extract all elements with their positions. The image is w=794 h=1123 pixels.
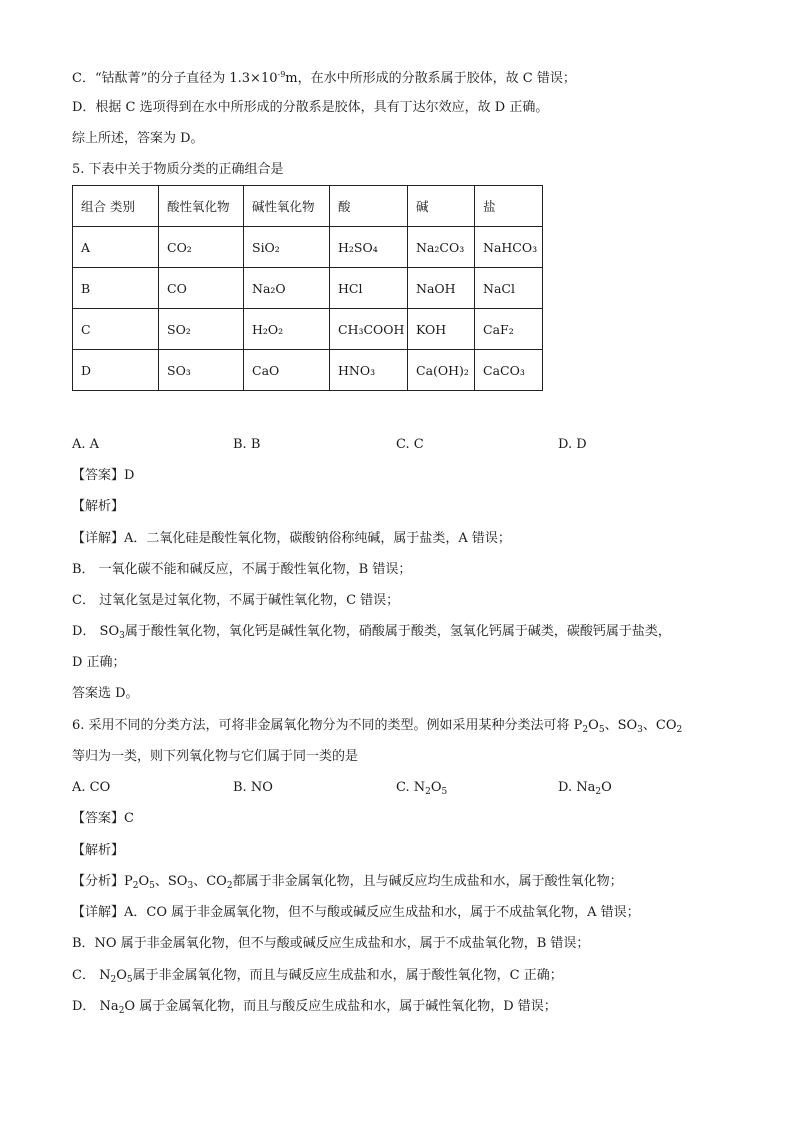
q5-conclusion: 答案选 D。 xyxy=(72,686,139,701)
table-cell: B xyxy=(73,268,159,309)
table-header-cell: 碱 xyxy=(408,186,475,227)
table-row xyxy=(73,227,543,268)
q5-detail-d: D． $SO_3$属于酸性氧化物，氧化钙是碱性氧化物，硝酸属于酸类，氢氧化钙属于碱类，碳酸钙属于盐类， xyxy=(72,624,671,641)
q6-analysis-label: 【解析】 xyxy=(72,843,125,858)
q5-option-b: B. B xyxy=(233,437,261,452)
table-cell: CH₃COOH xyxy=(330,309,408,350)
table-cell: HCl xyxy=(330,268,408,309)
table-header-row xyxy=(73,186,543,227)
table-header-cell: 酸性氧化物 xyxy=(159,186,244,227)
table-cell: C xyxy=(73,309,159,350)
q6-option-d: D. $Na_2O$ xyxy=(558,780,612,797)
table-cell: NaCl xyxy=(475,268,543,309)
q5-detail-a: 【详解】A．二氧化硅是酸性氧化物，碳酸钠俗称纯碱，属于盐类，A 错误； xyxy=(72,531,511,546)
q6-stem-line1: 6. 采用不同的分类方法，可将非金属氧化物分为不同的类型。例如采用某种分类法可将 $P_2O_5$、$SO_3$、$CO_2$ xyxy=(72,718,683,735)
explanation-d: D．根据 C 选项得到在水中所形成的分散系是胶体，具有丁达尔效应，故 D 正确。 xyxy=(72,100,549,115)
q6-detail-c: C． $N_2O_5$属于非金属氧化物，而且与碱反应生成盐和水，属于酸性氧化物，C 正确； xyxy=(72,968,563,985)
table-cell: CaCO₃ xyxy=(475,350,543,391)
table-cell: Na₂O xyxy=(244,268,330,309)
table-cell: CaF₂ xyxy=(475,309,543,350)
q6-option-b: B. NO xyxy=(233,780,273,795)
q6-option-a: A. CO xyxy=(72,780,111,795)
q6-stem-line2: 等归为一类，则下列氧化物与它们属于同一类的是 xyxy=(72,749,359,764)
q5-detail-b: B． 一氧化碳不能和碱反应，不属于酸性氧化物，B 错误； xyxy=(72,562,412,577)
q5-option-d: D. D xyxy=(558,437,587,452)
q5-detail-d-cont: D 正确； xyxy=(72,655,126,670)
table-cell: NaOH xyxy=(408,268,475,309)
table-cell: H₂SO₄ xyxy=(330,227,408,268)
table-cell: CO xyxy=(159,268,244,309)
table-cell: D xyxy=(73,350,159,391)
explanation-c: C．“钴酞菁”的分子直径为 $1.3\times 10^{-9}m$，在水中所形成的分散系属于胶体，故 C 错误； xyxy=(72,70,576,86)
table-cell: NaHCO₃ xyxy=(475,227,543,268)
q5-detail-c: C． 过氧化氢是过氧化物，不属于碱性氧化物，C 错误； xyxy=(72,593,400,608)
table-header-cell: 碱性氧化物 xyxy=(244,186,330,227)
table-header-cell: 酸 xyxy=(330,186,408,227)
q5-stem: 5. 下表中关于物质分类的正确组合是 xyxy=(72,162,284,177)
table-row xyxy=(73,309,543,350)
table-header-cell: 组合 类别 xyxy=(73,186,159,227)
table-cell: CaO xyxy=(244,350,330,391)
summary-line: 综上所述，答案为 D。 xyxy=(72,131,204,146)
table-cell: CO₂ xyxy=(159,227,244,268)
q5-option-c: C. C xyxy=(396,437,424,452)
q5-analysis-label: 【解析】 xyxy=(72,499,125,514)
table-cell: SO₂ xyxy=(159,309,244,350)
table-cell: Na₂CO₃ xyxy=(408,227,475,268)
table-header-cell: 盐 xyxy=(475,186,543,227)
q6-detail-a: 【详解】A．CO 属于非金属氧化物，但不与酸或碱反应生成盐和水，属于不成盐氧化物，A 错误； xyxy=(72,905,640,920)
table-cell: A xyxy=(73,227,159,268)
q5-option-a: A. A xyxy=(72,437,100,452)
q6-detail-b: B．NO 属于非金属氧化物，但不与酸或碱反应生成盐和水，属于不成盐氧化物，B 错误； xyxy=(72,936,590,951)
table-cell: HNO₃ xyxy=(330,350,408,391)
table-row xyxy=(73,268,543,309)
q5-answer: 【答案】D xyxy=(72,468,135,483)
q6-answer: 【答案】C xyxy=(72,811,134,826)
classification-table xyxy=(72,185,543,391)
table-row xyxy=(73,350,543,391)
q6-fenxi: 【分析】$P_2O_5$、$SO_3$、$CO_2$都属于非金属氧化物，且与碱反应均生成盐和水，属于酸性氧化物； xyxy=(72,874,623,891)
table-cell: H₂O₂ xyxy=(244,309,330,350)
table-cell: SO₃ xyxy=(159,350,244,391)
q6-detail-d: D． $Na_2O$ 属于金属氧化物，而且与酸反应生成盐和水，属于碱性氧化物，D 错误； xyxy=(72,999,557,1016)
table-cell: KOH xyxy=(408,309,475,350)
table-cell: Ca(OH)₂ xyxy=(408,350,475,391)
q6-option-c: C. $N_2O_5$ xyxy=(396,780,448,797)
table-cell: SiO₂ xyxy=(244,227,330,268)
